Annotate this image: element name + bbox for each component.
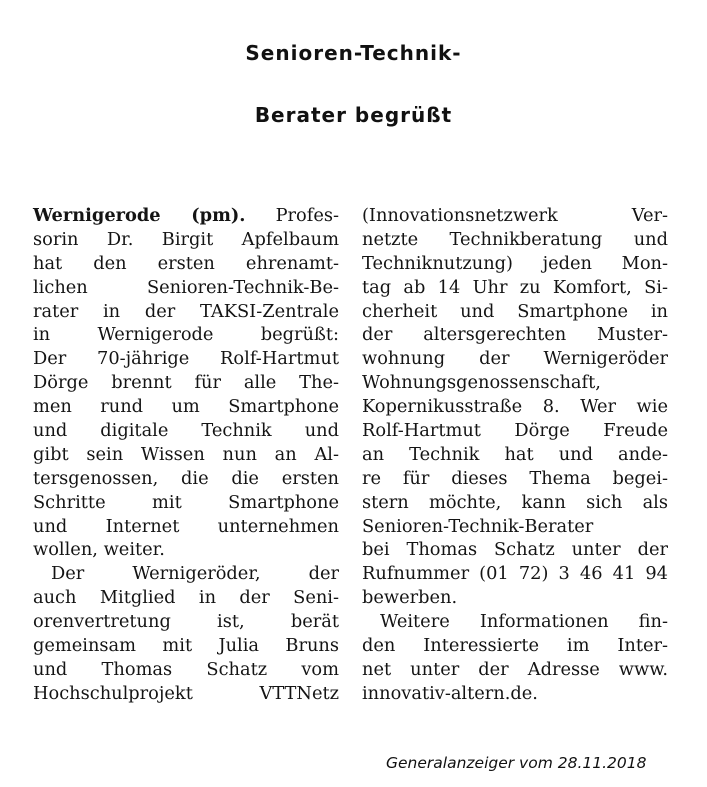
text-line: der altersgerechten Muster- (362, 324, 668, 346)
text-line: und Thomas Schatz vom (33, 658, 339, 680)
text-line: in Wernigerode begrüßt: (33, 324, 339, 346)
text-line: gemeinsam mit Julia Bruns (33, 635, 339, 657)
text-line: Dörge brennt für alle The- (33, 372, 339, 394)
text-line: (Innovationsnetzwerk Ver- (362, 205, 668, 226)
text-line: wollen, weiter. (33, 539, 165, 561)
text-line: und digitale Technik und (33, 420, 339, 442)
text-line: lichen Senioren-Technik-Be- (33, 276, 339, 298)
text-line: Kopernikusstraße 8. Wer wie (362, 396, 668, 418)
text-line: rater in der TAKSI-Zentrale (33, 300, 339, 322)
text-line: Hochschulprojekt VTTNetz (33, 682, 339, 704)
source-citation: Generalanzeiger vom 28.11.2018 (386, 754, 647, 772)
text-line: wohnung der Wernigeröder (362, 348, 668, 370)
text-line: Wohnungsgenossenschaft, (362, 372, 601, 394)
headline-line-1: Senioren-Technik- (245, 41, 462, 65)
text-line: Senioren-Technik-Berater (362, 515, 594, 537)
text-line: re für dieses Thema begei- (362, 467, 668, 489)
text-line: tag ab 14 Uhr zu Komfort, Si- (362, 276, 668, 298)
text-line: Der 70-jährige Rolf-Hartmut (33, 348, 339, 370)
text-line: innovativ-altern.de. (362, 682, 538, 704)
article-column-right (362, 204, 668, 706)
text-line: Schritte mit Smartphone (33, 491, 339, 513)
text-line: an Technik hat und ande- (362, 443, 668, 465)
text-line: Weitere Informationen fin- (380, 611, 668, 633)
text-line: tersgenossen, die die ersten (33, 467, 339, 489)
text-line: hat den ersten ehrenamt- (33, 252, 339, 274)
text-line: net unter der Adresse www. (362, 658, 668, 680)
text-line: den Interessierte im Inter- (362, 635, 668, 657)
headline-line-2: Berater begrüßt (254, 103, 453, 127)
text-line: auch Mitglied in der Seni- (33, 587, 339, 609)
text-line: sorin Dr. Birgit Apfelbaum (33, 228, 339, 250)
article-headline (0, 22, 707, 146)
text-line: gibt sein Wissen nun an Al- (33, 443, 339, 465)
text-line: Rufnummer (01 72) 3 46 41 94 (362, 563, 668, 585)
text-line: bewerben. (362, 587, 458, 609)
text-line: stern möchte, kann sich als (362, 491, 668, 513)
text-line: Der Wernigeröder, der (51, 563, 339, 585)
text-line: cherheit und Smartphone in (362, 300, 668, 322)
text-line: bei Thomas Schatz unter der (362, 539, 668, 561)
text-line: und Internet unternehmen (33, 515, 339, 537)
text-line: netzte Technikberatung und (362, 228, 668, 250)
text-line: men rund um Smartphone (33, 396, 339, 418)
article-column-left (33, 204, 339, 706)
dateline: Wernigerode (pm). (33, 205, 246, 226)
text-line: Wernigerode (pm). Profes- (33, 205, 340, 226)
text-line: orenvertretung ist, berät (33, 611, 339, 633)
text-line: Rolf-Hartmut Dörge Freude (362, 420, 668, 442)
text-line: Techniknutzung) jeden Mon- (362, 252, 668, 274)
